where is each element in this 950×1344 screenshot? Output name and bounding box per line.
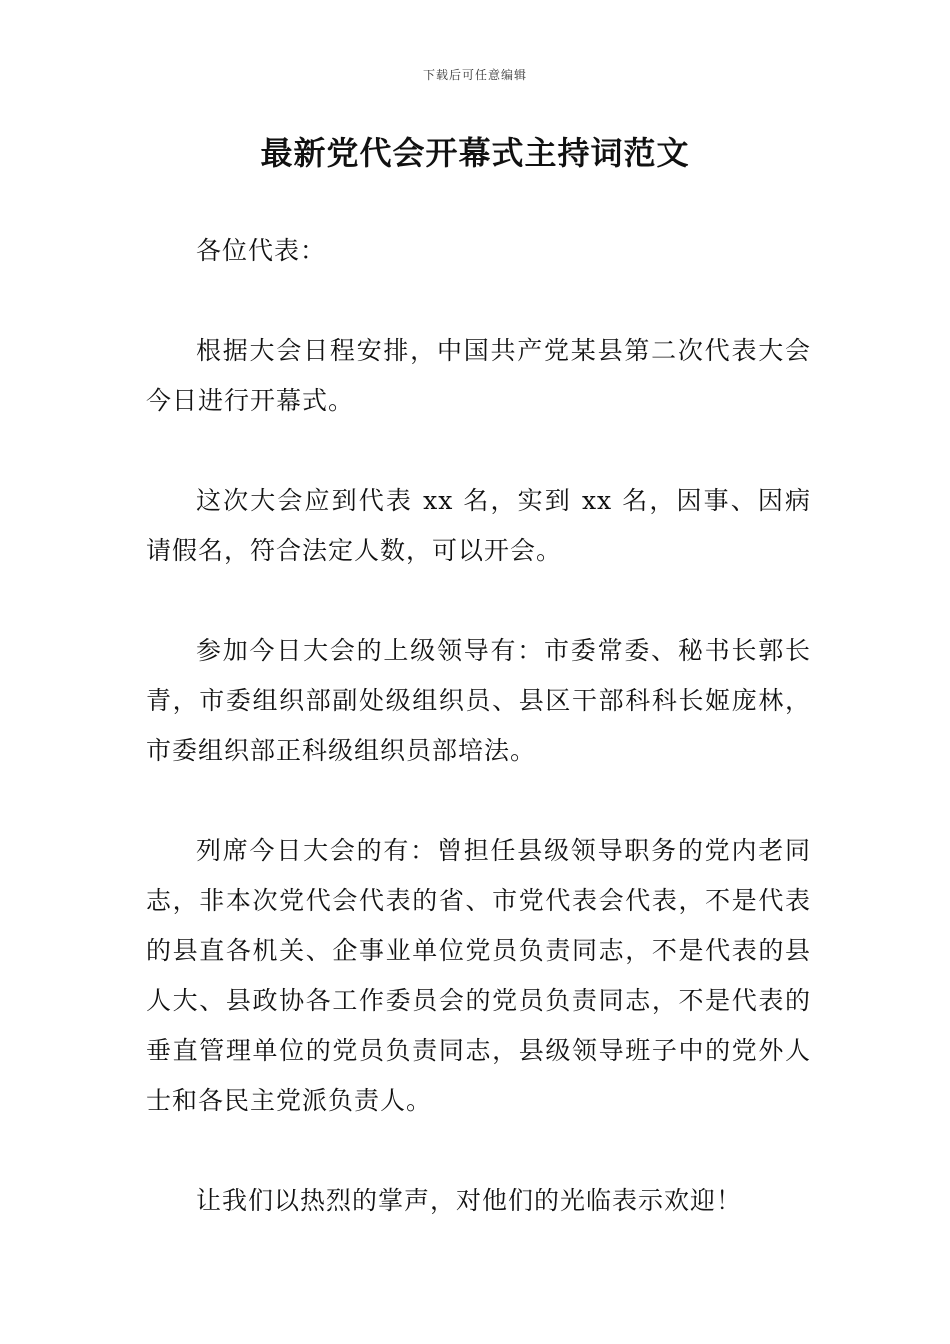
paragraph-observers: 列席今日大会的有：曾担任县级领导职务的党内老同志，非本次党代会代表的省、市党代表会代表，不是代表的县直各机关、企事业单位党员负责同志，不是代表的县人大、县政协各工作委员会的党员负责同志，不是代表的垂直管理单位的党员负责同志，县级领导班子中的党外人士和各民主党派负责人。 xyxy=(146,836,811,1115)
document-title: 最新党代会开幕式主持词范文 xyxy=(260,134,690,172)
paragraph-welcome: 让我们以热烈的掌声，对他们的光临表示欢迎！ xyxy=(196,1186,743,1215)
paragraph-leaders: 参加今日大会的上级领导有：市委常委、秘书长郭长青，市委组织部副处级组织员、县区干部科科长姬庞林，市委组织部正科级组织员部培法。 xyxy=(146,636,811,765)
document-body xyxy=(146,226,811,1276)
header-note: 下载后可任意编辑 xyxy=(422,68,527,82)
paragraph-schedule: 根据大会日程安排，中国共产党某县第二次代表大会今日进行开幕式。 xyxy=(146,336,811,415)
paragraph-greeting: 各位代表： xyxy=(196,236,327,265)
paragraph-attendance: 这次大会应到代表 xx 名，实到 xx 名，因事、因病请假名，符合法定人数，可以开会。 xyxy=(146,486,811,565)
